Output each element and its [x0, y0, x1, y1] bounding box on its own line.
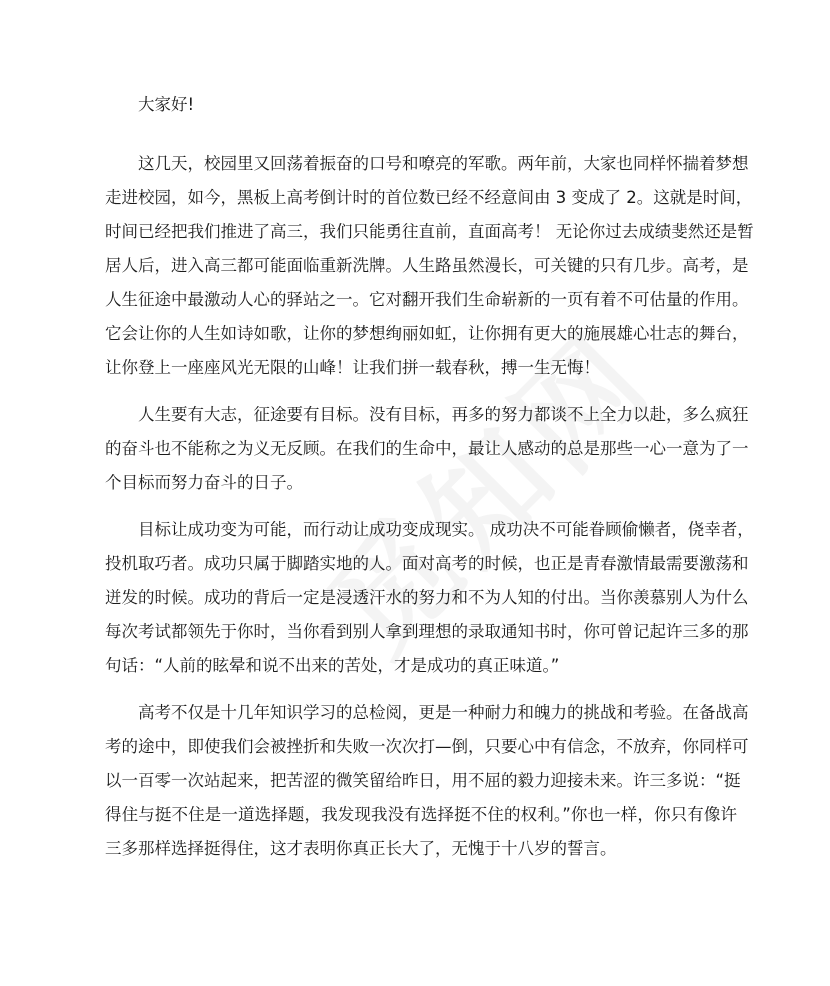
- text-line: 每次考试都领先于你时，当你看到别人拿到理想的录取通知书时，你可曾记起许三多的那: [105, 622, 749, 641]
- text-line: 人生要有大志，征途要有目标。没有目标，再多的努力都谈不上全力以赴，多么疯狂: [138, 405, 749, 424]
- text-line: 目标让成功变为可能，而行动让成功变成现实。 成功决不可能眷顾偷懒者，侥幸者，: [138, 520, 754, 539]
- text-line: 个目标而努力奋斗的日子。: [105, 473, 303, 492]
- text-line: 让你登上一座座风光无限的山峰！让我们拼一载春秋，搏一生无悔！: [105, 358, 600, 377]
- text-line: 走进校园，如今，黑板上高考倒计时的首位数已经不经意间由 3 变成了 2。这就是时间，: [105, 188, 753, 207]
- paragraph: [105, 398, 749, 500]
- text-line: 它会让你的人生如诗如歌，让你的梦想绚丽如虹，让你拥有更大的施展雄心壮志的舞台，: [105, 324, 749, 343]
- paragraph: [105, 696, 749, 866]
- text-line: 以一百零一次站起来，把苦涩的微笑留给昨日，用不屈的毅力迎接未来。许三多说：“挺: [105, 771, 741, 790]
- text-line: 居人后，进入高三都可能面临重新洗牌。人生路虽然漫长，可关键的只有几步。高考，是: [105, 256, 749, 275]
- text-line: 这几天，校园里又回荡着振奋的口号和嘹亮的军歌。两年前，大家也同样怀揣着梦想: [138, 154, 749, 173]
- text-line: 迸发的时候。成功的背后一定是浸透汗水的努力和不为人知的付出。当你羡慕别人为什么: [105, 588, 749, 607]
- document-page: [105, 88, 754, 879]
- text-line: 三多那样选择挺得住，这才表明你真正长大了，无愧于十八岁的誓言。: [105, 839, 617, 858]
- text-line: 人生征途中最激动人心的驿站之一。它对翻开我们生命崭新的一页有着不可估量的作用。: [105, 290, 749, 309]
- paragraph: [105, 513, 754, 683]
- text-line: 的奋斗也不能称之为义无反顾。在我们的生命中，最让人感动的总是那些一心一意为了一: [105, 439, 749, 458]
- text-line: 高考不仅是十几年知识学习的总检阅，更是一种耐力和魄力的挑战和考验。在备战高: [138, 703, 749, 722]
- text-line: 时间已经把我们推进了高三，我们只能勇往直前，直面高考！ 无论你过去成绩斐然还是暂: [105, 222, 754, 241]
- paragraph: [105, 147, 754, 385]
- greeting: 大家好!: [138, 95, 195, 114]
- document-body: [105, 147, 754, 866]
- text-line: 投机取巧者。成功只属于脚踏实地的人。面对高考的时候，也正是青春激情最需要激荡和: [105, 554, 749, 573]
- text-line: 考的途中，即使我们会被挫折和失败一次次打—倒，只要心中有信念，不放弃，你同样可: [105, 737, 749, 756]
- text-line: 句话：“人前的眩晕和说不出来的苦处，才是成功的真正味道。”: [105, 656, 560, 675]
- text-line: 得住与挺不住是一道选择题，我发现我没有选择挺不住的权利。”你也一样，你只有像许: [105, 805, 737, 824]
